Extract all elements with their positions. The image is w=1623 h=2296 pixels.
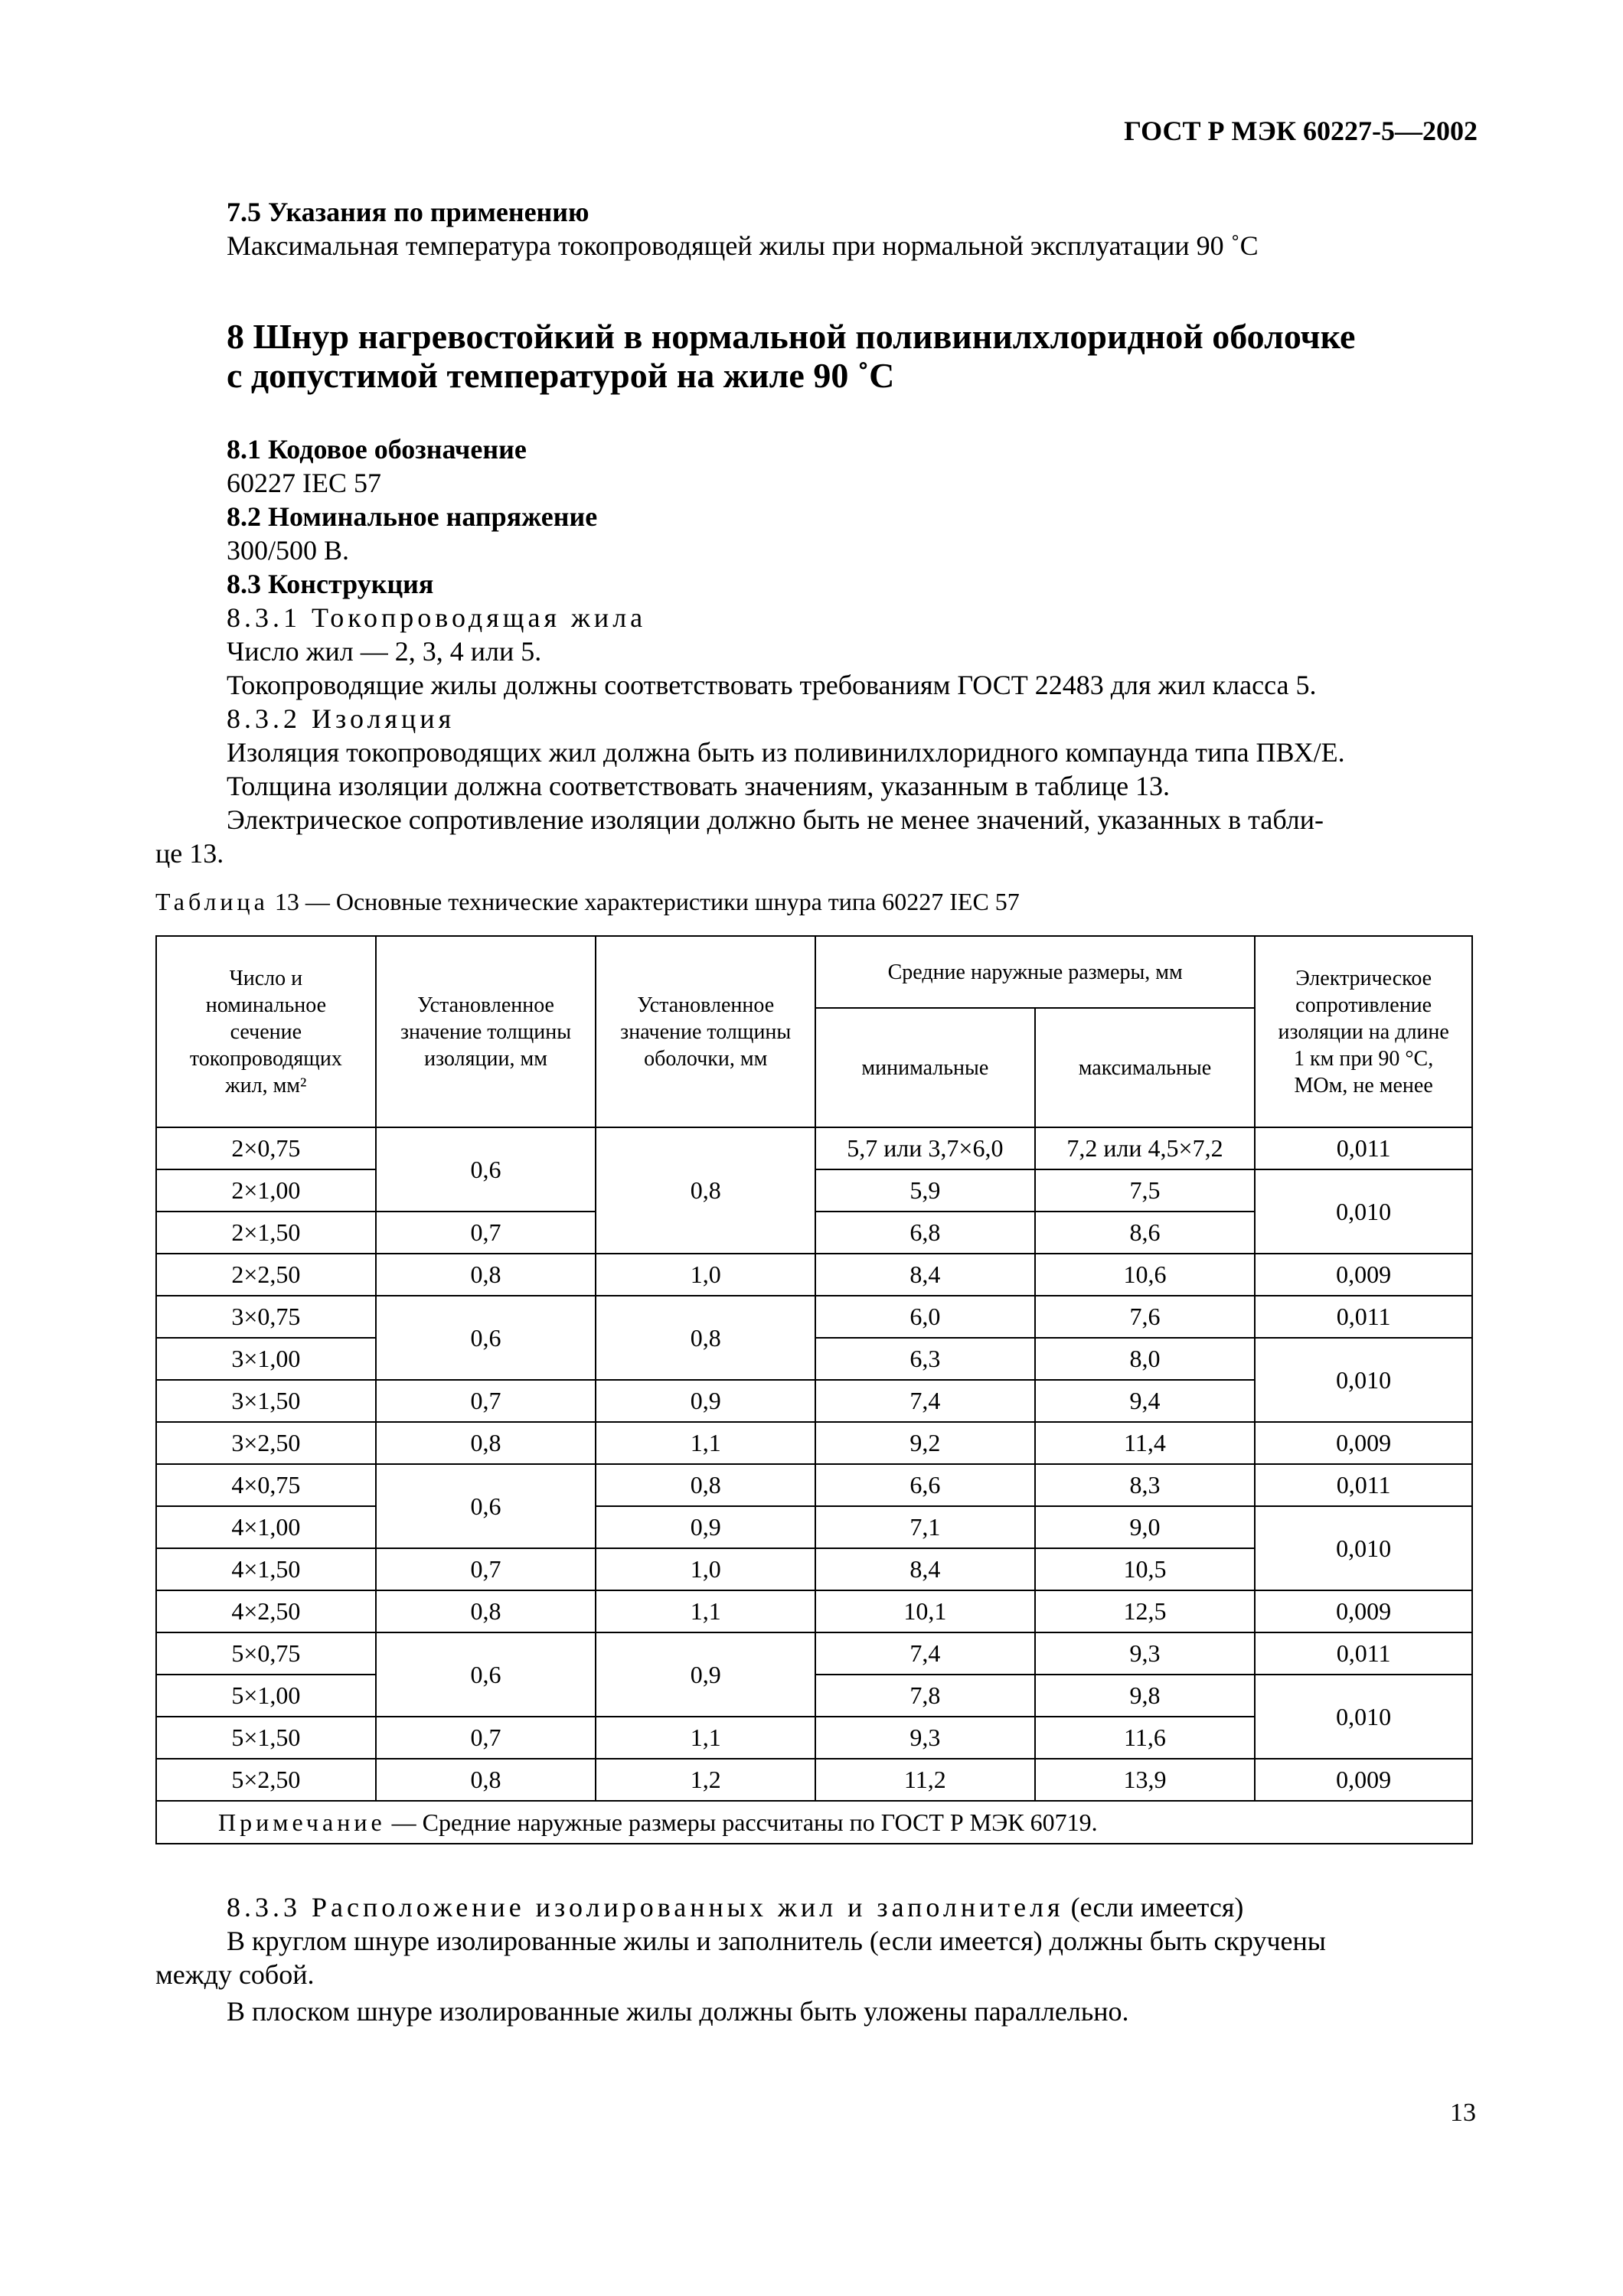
cell-max: 8,0 (1035, 1338, 1256, 1380)
section-8-1-title: 8.1 Кодовое обозначение (227, 434, 527, 465)
section-8-3-2-line1: Изоляция токопроводящих жил должна быть из поливинилхлоридного компаунда типа ПВХ/Е. (227, 737, 1345, 768)
table-note-label: Примечание (218, 1808, 386, 1836)
section-8-3-3-title-spaced: 8.3.3 Расположение изолированных жил и заполнителя (227, 1892, 1064, 1923)
header-insulation-resistance: Электрическое сопротивление изоляции на длине 1 км при 90 °С, МОм, не менее (1255, 936, 1472, 1127)
cell-min: 6,0 (815, 1296, 1035, 1338)
cell-section: 3×0,75 (156, 1296, 376, 1338)
header-cores-section: Число и номинальное сечение токопроводящих жил, мм² (156, 936, 376, 1127)
cell-min: 11,2 (815, 1759, 1035, 1801)
cell-sheath: 0,9 (596, 1632, 815, 1717)
cell-insulation: 0,6 (376, 1127, 596, 1212)
cell-min: 5,9 (815, 1169, 1035, 1212)
cell-resistance: 0,011 (1255, 1464, 1472, 1506)
cell-min: 5,7 или 3,7×6,0 (815, 1127, 1035, 1169)
cell-min: 7,1 (815, 1506, 1035, 1548)
table-row (156, 1632, 1472, 1675)
cell-insulation: 0,7 (376, 1548, 596, 1590)
cell-min: 7,8 (815, 1675, 1035, 1717)
cell-resistance: 0,010 (1255, 1675, 1472, 1759)
cell-max: 7,5 (1035, 1169, 1256, 1212)
cell-max: 10,5 (1035, 1548, 1256, 1590)
cell-insulation: 0,8 (376, 1422, 596, 1464)
cell-resistance: 0,009 (1255, 1759, 1472, 1801)
cell-resistance: 0,010 (1255, 1338, 1472, 1422)
table-row (156, 1464, 1472, 1506)
cell-resistance: 0,009 (1255, 1590, 1472, 1632)
cell-insulation: 0,6 (376, 1464, 596, 1548)
section-8-1-text: 60227 IEC 57 (227, 468, 381, 498)
cell-max: 9,8 (1035, 1675, 1256, 1717)
table-13 (155, 935, 1473, 1844)
section-8-3-2-title: 8.3.2 Изоляция (227, 703, 456, 734)
cell-sheath: 1,1 (596, 1717, 815, 1759)
cell-sheath: 1,1 (596, 1422, 815, 1464)
section-8-3-3-title-tail: (если имеется) (1063, 1892, 1244, 1923)
section-7-5-title: 7.5 Указания по применению (227, 197, 589, 227)
section-8-3-1-title: 8.3.1 Токопроводящая жила (227, 602, 647, 633)
cell-min: 6,3 (815, 1338, 1035, 1380)
cell-insulation: 0,8 (376, 1254, 596, 1296)
section-8-3-1-line2: Токопроводящие жилы должны соответствовать требованиям ГОСТ 22483 для жил класса 5. (227, 670, 1317, 700)
cell-sheath: 1,2 (596, 1759, 815, 1801)
table-row (156, 1127, 1472, 1169)
table-row (156, 1254, 1472, 1296)
cell-resistance: 0,010 (1255, 1169, 1472, 1254)
cell-max: 9,3 (1035, 1632, 1256, 1675)
page-number: 13 (1450, 2099, 1476, 2127)
cell-section: 5×2,50 (156, 1759, 376, 1801)
cell-section: 2×1,00 (156, 1169, 376, 1212)
cell-resistance: 0,009 (1255, 1254, 1472, 1296)
cell-min: 9,2 (815, 1422, 1035, 1464)
header-max: максимальные (1035, 1008, 1256, 1127)
section-8-3-3-line1: В круглом шнуре изолированные жилы и заполнитель (если имеется) должны быть скручены (227, 1926, 1326, 1956)
section-8-title-line2: с допустимой температурой на жиле 90 ˚С (227, 356, 895, 395)
cell-min: 8,4 (815, 1548, 1035, 1590)
cell-resistance: 0,010 (1255, 1506, 1472, 1590)
cell-sheath: 0,9 (596, 1380, 815, 1422)
cell-section: 2×2,50 (156, 1254, 376, 1296)
cell-insulation: 0,8 (376, 1590, 596, 1632)
section-8-3-title: 8.3 Конструкция (227, 569, 434, 599)
cell-max: 9,4 (1035, 1380, 1256, 1422)
section-8-3-2-line3: Электрическое сопротивление изоляции должно быть не менее значений, указанных в табли- (227, 804, 1324, 835)
section-8-3-1-line1: Число жил — 2, 3, 4 или 5. (227, 636, 542, 667)
cell-section: 4×1,50 (156, 1548, 376, 1590)
cell-min: 6,6 (815, 1464, 1035, 1506)
cell-resistance: 0,011 (1255, 1632, 1472, 1675)
cell-section: 5×1,00 (156, 1675, 376, 1717)
cell-max: 12,5 (1035, 1590, 1256, 1632)
section-8-2-text: 300/500 В. (227, 535, 350, 566)
cell-max: 7,2 или 4,5×7,2 (1035, 1127, 1256, 1169)
cell-min: 10,1 (815, 1590, 1035, 1632)
cell-section: 5×1,50 (156, 1717, 376, 1759)
cell-section: 4×1,00 (156, 1506, 376, 1548)
header-insulation-thickness: Установленное значение толщины изоляции, мм (376, 936, 596, 1127)
cell-section: 3×1,00 (156, 1338, 376, 1380)
cell-sheath: 1,0 (596, 1254, 815, 1296)
table-note-text: — Средние наружные размеры рассчитаны по ГОСТ Р МЭК 60719. (385, 1808, 1098, 1836)
document-header: ГОСТ Р МЭК 60227-5—2002 (1124, 116, 1478, 146)
section-8-3-3-line3: В плоском шнуре изолированные жилы должны быть уложены параллельно. (227, 1996, 1129, 2027)
table-row (156, 1506, 1472, 1548)
table-note-row (156, 1801, 1472, 1844)
cell-section: 4×0,75 (156, 1464, 376, 1506)
cell-max: 10,6 (1035, 1254, 1256, 1296)
header-sheath-thickness: Установленное значение толщины оболочки, мм (596, 936, 815, 1127)
cell-sheath: 0,8 (596, 1127, 815, 1254)
cell-min: 7,4 (815, 1380, 1035, 1422)
cell-resistance: 0,009 (1255, 1422, 1472, 1464)
table-row (156, 1759, 1472, 1801)
table-row (156, 1422, 1472, 1464)
cell-insulation: 0,6 (376, 1632, 596, 1717)
table-13-caption (155, 888, 1020, 916)
table-note (156, 1801, 1472, 1844)
cell-section: 3×2,50 (156, 1422, 376, 1464)
cell-section: 5×0,75 (156, 1632, 376, 1675)
cell-section: 2×0,75 (156, 1127, 376, 1169)
table-row (156, 1296, 1472, 1338)
cell-min: 9,3 (815, 1717, 1035, 1759)
cell-max: 9,0 (1035, 1506, 1256, 1548)
table-13-caption-text: 13 — Основные технические характеристики шнура типа 60227 IEC 57 (268, 888, 1020, 915)
cell-insulation: 0,7 (376, 1717, 596, 1759)
cell-max: 8,3 (1035, 1464, 1256, 1506)
cell-section: 3×1,50 (156, 1380, 376, 1422)
section-8-3-3-title (227, 1890, 1243, 1924)
section-8-title-line1: 8 Шнур нагревостойкий в нормальной поливинилхлоридной оболочке (227, 317, 1356, 356)
cell-section: 2×1,50 (156, 1212, 376, 1254)
cell-resistance: 0,011 (1255, 1296, 1472, 1338)
cell-resistance: 0,011 (1255, 1127, 1472, 1169)
header-min: минимальные (815, 1008, 1035, 1127)
section-8-3-3-line2: между собой. (155, 1959, 315, 1990)
header-mean-dimensions: Средние наружные размеры, мм (815, 936, 1255, 1008)
cell-max: 7,6 (1035, 1296, 1256, 1338)
cell-insulation: 0,7 (376, 1212, 596, 1254)
cell-max: 11,6 (1035, 1717, 1256, 1759)
section-8-2-title: 8.2 Номинальное напряжение (227, 501, 598, 532)
cell-max: 8,6 (1035, 1212, 1256, 1254)
cell-sheath: 1,1 (596, 1590, 815, 1632)
cell-min: 6,8 (815, 1212, 1035, 1254)
table-13-caption-label: Таблица (155, 888, 269, 915)
cell-sheath: 0,9 (596, 1506, 815, 1548)
section-7-5-text: Максимальная температура токопроводящей жилы при нормальной эксплуатации 90 ˚С (227, 230, 1259, 261)
cell-max: 13,9 (1035, 1759, 1256, 1801)
cell-sheath: 0,8 (596, 1464, 815, 1506)
cell-section: 4×2,50 (156, 1590, 376, 1632)
table-row (156, 1590, 1472, 1632)
cell-min: 7,4 (815, 1632, 1035, 1675)
section-8-3-2-line4: це 13. (155, 838, 224, 869)
cell-sheath: 1,0 (596, 1548, 815, 1590)
cell-max: 11,4 (1035, 1422, 1256, 1464)
cell-insulation: 0,6 (376, 1296, 596, 1380)
cell-min: 8,4 (815, 1254, 1035, 1296)
section-8-3-2-line2: Толщина изоляции должна соответствовать значениям, указанным в таблице 13. (227, 771, 1171, 801)
cell-insulation: 0,7 (376, 1380, 596, 1422)
cell-insulation: 0,8 (376, 1759, 596, 1801)
cell-sheath: 0,8 (596, 1296, 815, 1380)
